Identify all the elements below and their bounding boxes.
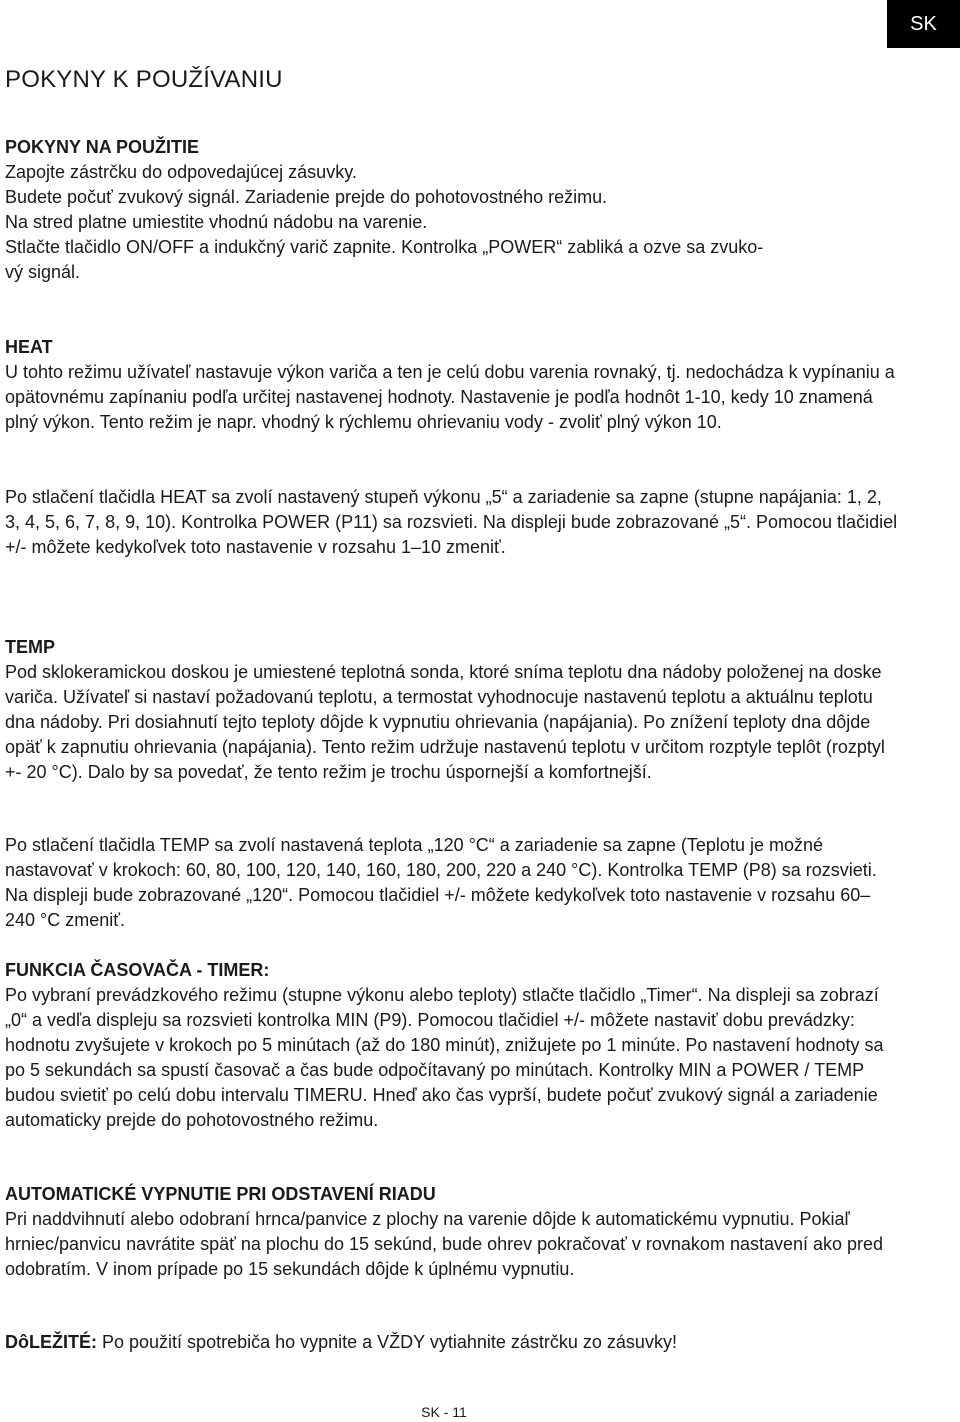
language-badge: SK: [887, 0, 960, 48]
auto-off-description: Pri naddvihnutí alebo odobraní hrnca/panvice z plochy na varenie dôjde k automatickému vypnutiu. Pokiaľ hrniec/panvicu navrátite späť na plochu do 15 sekúnd, bude ohrev pokračovať v rovnakom nastavení ako pred odobratím. V inom prípade po 15 sekundách dôjde k úplnému vypnutiu.: [5, 1209, 884, 1279]
temp-instructions: [5, 833, 900, 933]
usage-line: Stlačte tlačidlo ON/OFF a indukčný varič zapnite. Kontrolka „POWER“ zabliká a ozve sa zvuko-: [5, 237, 764, 257]
timer-description: Po vybraní prevádzkového režimu (stupne výkonu alebo teploty) stlačte tlačidlo „Timer“. Na displeji sa zobrazí „0“ a vedľa displeju sa rozsvieti kontrolka MIN (P9). Pomocou tlačidiel +/- môžete nastaviť dobu prevádzky: hodnotu zvyšujete v krokoch po 5 minútach (až do 180 minút), znižujete po 1 minúte. Po nastavení hodnoty sa po 5 sekundách sa spustí časovač a čas bude odpočítavaný po minútach. Kontrolky MIN a POWER / TEMP budou svietiť po celú dobu intervalu TIMERU. Hneď ako čas vyprší, budete počuť zvukový signál a zariadenie automaticky prejde do pohotovostného režimu.: [5, 985, 884, 1130]
temp-heading: TEMP: [5, 637, 56, 657]
timer-heading: FUNKCIA ČASOVAČA - TIMER:: [5, 960, 270, 980]
auto-off-heading: AUTOMATICKÉ VYPNUTIE PRI ODSTAVENÍ RIADU: [5, 1184, 436, 1204]
timer-section: [5, 958, 900, 1133]
usage-line: Na stred platne umiestite vhodnú nádobu na varenie.: [5, 212, 428, 232]
temp-instructions-text: Po stlačení tlačidla TEMP sa zvolí nastavená teplota „120 °C“ a zariadenie sa zapne (Teplotu je možné nastavovať v krokoch: 60, 80, 100, 120, 140, 160, 180, 200, 220 a 240 °C). Kontrolka TEMP (P8) sa rozsvieti. Na displeji bude zobrazované „120“. Pomocou tlačidiel +/- môžete kedykoľvek toto nastavenie v rozsahu 60–240 °C zmeniť.: [5, 835, 877, 930]
important-text: Po použití spotrebiča ho vypnite a VŽDY vytiahnite zástrčku zo zásuvky!: [97, 1332, 677, 1352]
temp-description: Pod sklokeramickou doskou je umiestené teplotná sonda, ktoré sníma teplotu dna nádoby položenej na doske variča. Užívateľ si nastaví požadovanú teplotu, a termostat vyhodnocuje nastavenú teplotu a aktuálnu teplotu dna nádoby. Pri dosiahnutí tejto teploty dôjde k vypnutiu ohrievania (napájania). Po znížení teploty dna dôjde opäť k zapnutiu ohrievania (napájania). Tento režim udržuje nastavenú teplotu v určitom rozptyle teplôt (rozptyl +- 20 °C). Dalo by sa povedať, že tento režim je trochu úspornejší a komfortnejší.: [5, 662, 885, 782]
usage-line: Zapojte zástrčku do odpovedajúcej zásuvky.: [5, 162, 357, 182]
usage-line: vý signál.: [5, 262, 81, 282]
page-number: SK - 11: [421, 1404, 467, 1420]
page-title: POKYNY K POUŽÍVANIU: [5, 66, 283, 93]
important-label: DôLEŽITÉ:: [5, 1332, 97, 1352]
important-note: [5, 1330, 677, 1355]
heat-instructions: [5, 485, 900, 560]
usage-line: Budete počuť zvukový signál. Zariadenie prejde do pohotovostného režimu.: [5, 187, 608, 207]
usage-section: [5, 135, 900, 285]
heat-heading: HEAT: [5, 337, 53, 357]
heat-instructions-text: Po stlačení tlačidla HEAT sa zvolí nastavený stupeň výkonu „5“ a zariadenie sa zapne (stupne napájania: 1, 2, 3, 4, 5, 6, 7, 8, 9, 10). Kontrolka POWER (P11) sa rozsvieti. Na displeji bude zobrazované „5“. Pomocou tlačidiel +/- môžete kedykoľvek toto nastavenie v rozsahu 1–10 zmeniť.: [5, 487, 898, 557]
auto-off-section: [5, 1182, 900, 1282]
temp-section: [5, 635, 900, 785]
heat-description: U tohto režimu užívateľ nastavuje výkon variča a ten je celú dobu varenia rovnaký, tj. nedochádza k vypínaniu a opätovnému zapínaniu podľa určitej nastavenej hodnoty. Nastavenie je podľa hodnôt 1-10, kedy 10 znamená plný výkon. Tento režim je napr. vhodný k rýchlemu ohrievaniu vody - zvoliť plný výkon 10.: [5, 362, 895, 432]
heat-section: [5, 335, 900, 435]
usage-heading: POKYNY NA POUŽITIE: [5, 137, 200, 157]
